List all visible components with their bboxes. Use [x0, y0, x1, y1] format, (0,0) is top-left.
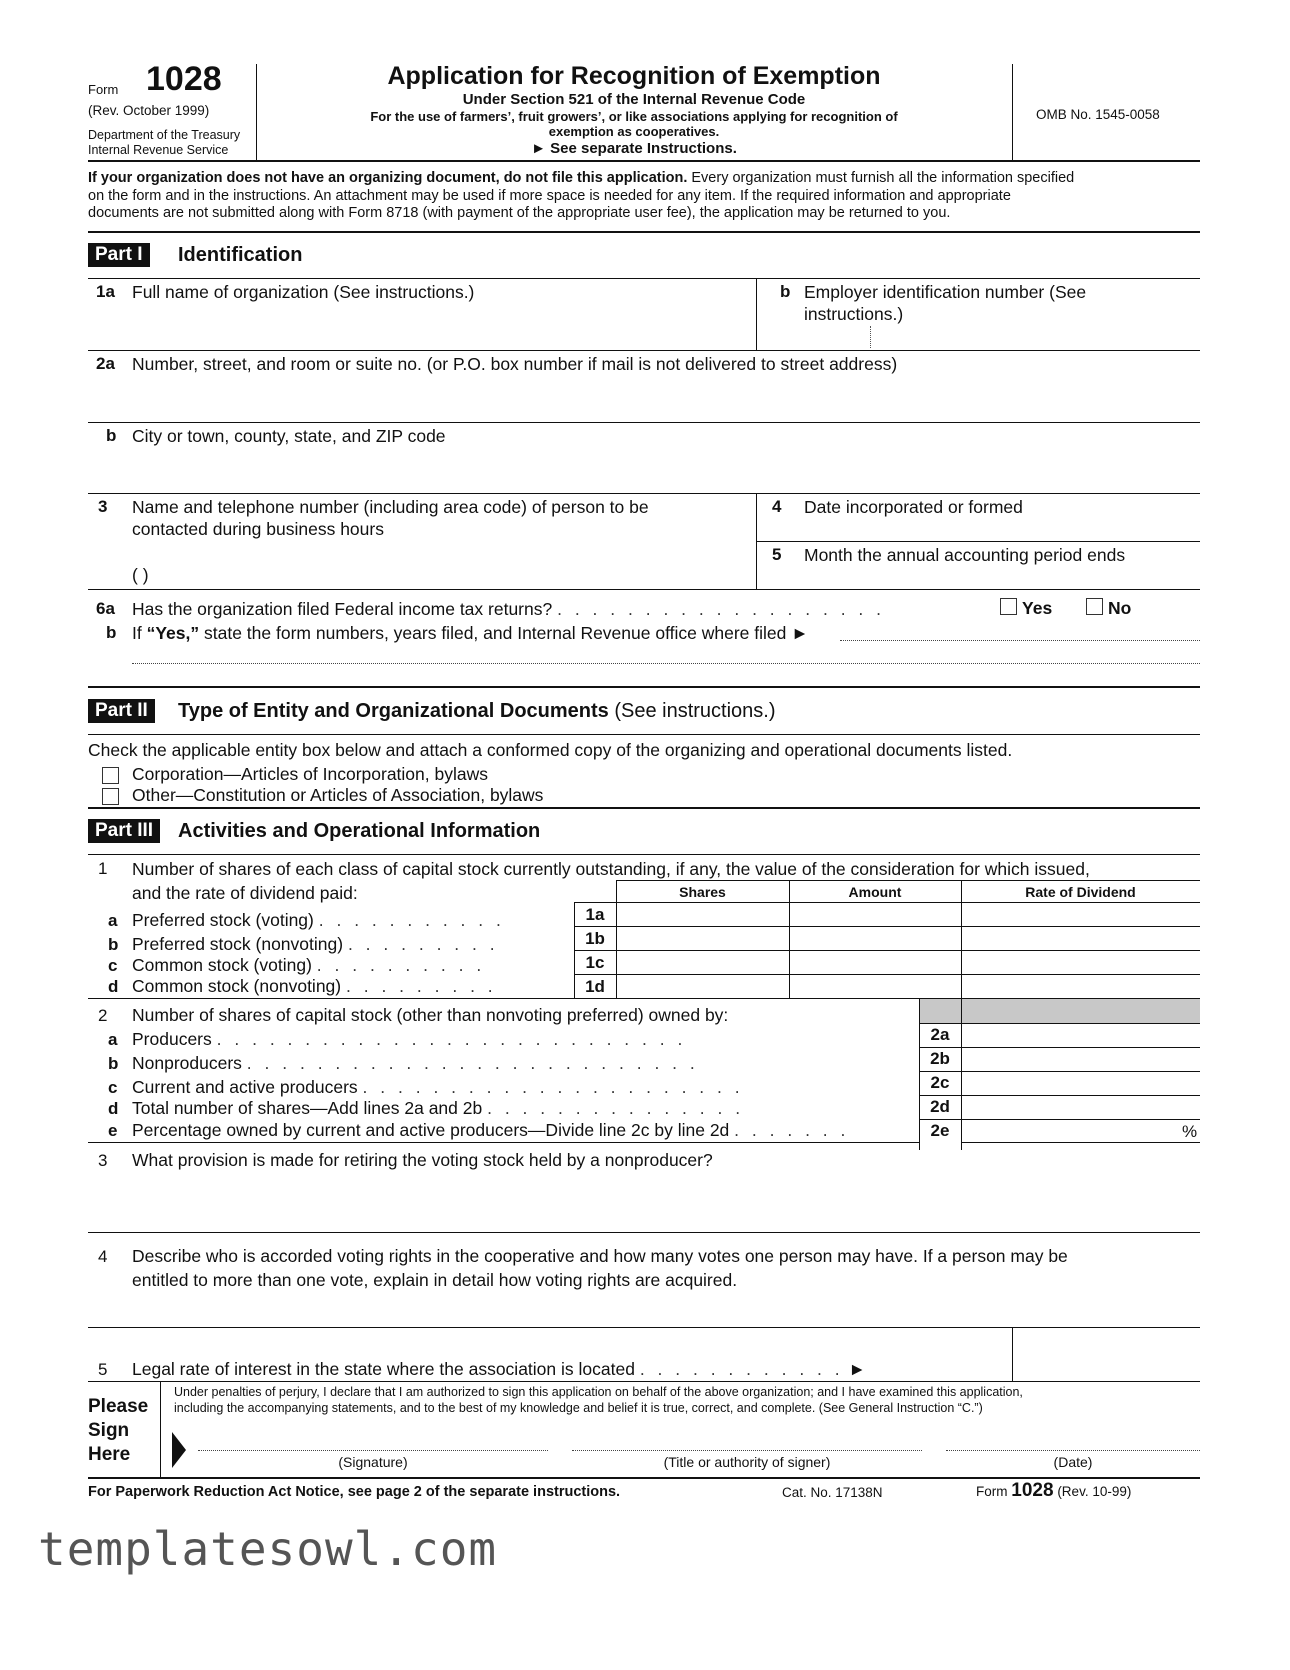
- date-formed-field[interactable]: [804, 520, 1194, 540]
- stock-1a-rate[interactable]: [963, 904, 1199, 925]
- other-entity-label: Other—Constitution or Articles of Association, bylaws: [132, 785, 544, 805]
- corporation-label: Corporation—Articles of Incorporation, bylaws: [132, 764, 488, 784]
- line-3-label: Name and telephone number (including area code) of person to be: [132, 497, 649, 517]
- line-4-question: Describe who is accorded voting rights in the cooperative and how many votes one person may have. If a person may be: [132, 1246, 1068, 1266]
- line-6b-label: If “Yes,” state the form numbers, years filed, and Internal Revenue office where filed ►: [132, 623, 809, 643]
- stock-1a-amount[interactable]: [791, 904, 960, 925]
- arrow-right-icon: ►: [531, 140, 546, 157]
- col-shares: Shares: [679, 884, 726, 900]
- part-2-title: Type of Entity and Organizational Documents (See instructions.): [178, 700, 776, 722]
- share-row-label: Producers . . . . . . . . . . . . . . . . . . . . . . . . . . .: [132, 1029, 687, 1049]
- interest-rate-field[interactable]: [1014, 1329, 1198, 1379]
- stock-1d-shares[interactable]: [618, 976, 788, 997]
- stock-row-label: Common stock (voting) . . . . . . . . . .: [132, 955, 486, 975]
- paperwork-notice: For Paperwork Reduction Act Notice, see page 2 of the separate instructions.: [88, 1484, 621, 1500]
- accounting-month-field[interactable]: [804, 567, 1194, 587]
- form-title: Application for Recognition of Exemption: [387, 62, 881, 90]
- line-5-label: Month the annual accounting period ends: [804, 545, 1126, 565]
- total-shares-field[interactable]: [963, 1097, 1199, 1118]
- part-2-instruction: Check the applicable entity box below and attach a conformed copy of the organizing and operational documents listed.: [88, 740, 1013, 760]
- see-instructions: ► See separate Instructions.: [531, 140, 737, 157]
- nonproducers-shares-field[interactable]: [963, 1049, 1199, 1070]
- producers-shares-field[interactable]: [963, 1025, 1199, 1046]
- cat-number: Cat. No. 17138N: [782, 1485, 883, 1500]
- title-field[interactable]: [572, 1450, 922, 1451]
- part-1-title: Identification: [178, 244, 303, 266]
- stock-1c-rate[interactable]: [963, 952, 1199, 973]
- stock-1b-shares[interactable]: [618, 928, 788, 949]
- filing-details-line-2[interactable]: [132, 663, 1200, 664]
- org-name-field[interactable]: [132, 306, 752, 346]
- no-checkbox[interactable]: [1086, 598, 1103, 615]
- percent-sign: %: [1182, 1122, 1198, 1141]
- col-rate: Rate of Dividend: [1025, 884, 1136, 900]
- line-6a-label: Has the organization filed Federal income tax returns? . . . . . . . . . . . . . . . . . . .: [132, 599, 886, 619]
- service: Internal Revenue Service: [88, 143, 229, 157]
- stock-1c-amount[interactable]: [791, 952, 960, 973]
- penalty-line-1: Under penalties of perjury, I declare that I am authorized to sign this application on behalf of the above organization; and I have examined this application,: [174, 1385, 1023, 1399]
- stock-1c-shares[interactable]: [618, 952, 788, 973]
- sign-arrow-icon: [172, 1432, 186, 1468]
- stock-row-label: Preferred stock (nonvoting) . . . . . . . . .: [132, 934, 499, 954]
- yes-checkbox[interactable]: [1000, 598, 1017, 615]
- part-2-badge: Part II: [88, 699, 155, 723]
- filing-details-line-1[interactable]: [840, 640, 1200, 641]
- use-line-1: For the use of farmers’, fruit growers’, or like associations applying for recognition of: [370, 109, 898, 124]
- stock-1b-rate[interactable]: [963, 928, 1199, 949]
- date-caption: (Date): [1053, 1454, 1093, 1470]
- phone-area-code: ( ): [132, 565, 149, 585]
- share-row-label: Nonproducers . . . . . . . . . . . . . . . . . . . . . . . . . .: [132, 1053, 699, 1073]
- part-3-title: Activities and Operational Information: [178, 820, 541, 842]
- other-entity-checkbox[interactable]: [102, 788, 119, 805]
- signature-field[interactable]: [198, 1450, 548, 1451]
- percentage-field[interactable]: [963, 1121, 1173, 1142]
- col-amount: Amount: [848, 884, 902, 900]
- stock-1d-rate[interactable]: [963, 976, 1199, 997]
- share-row-label: Total number of shares—Add lines 2a and 2b . . . . . . . . . . . . . . .: [132, 1098, 745, 1118]
- stock-1b-amount[interactable]: [791, 928, 960, 949]
- department: Department of the Treasury: [88, 128, 241, 142]
- line-3-question: What provision is made for retiring the voting stock held by a nonproducer?: [132, 1150, 713, 1170]
- line-1-label: Number of shares of each class of capital stock currently outstanding, if any, the value of the consideration for which issued,: [132, 859, 1090, 879]
- arrow-right-icon: ►: [791, 623, 809, 643]
- signature-caption: (Signature): [338, 1454, 408, 1470]
- form-word: Form: [88, 82, 119, 97]
- revision-date: (Rev. October 1999): [88, 103, 210, 118]
- watermark: templatesowl.com: [38, 1522, 498, 1576]
- city-state-zip-field[interactable]: [132, 450, 1192, 490]
- part-3-badge: Part III: [88, 819, 160, 843]
- penalty-line-2: including the accompanying statements, and to the best of my knowledge and belief it is true, correct, and complete. (See General Instruction “C.”): [174, 1401, 983, 1415]
- date-field[interactable]: [946, 1450, 1200, 1451]
- active-producers-shares-field[interactable]: [963, 1073, 1199, 1094]
- line-2b-label: City or town, county, state, and ZIP code: [132, 426, 446, 446]
- line-5-question: Legal rate of interest in the state where the association is located . . . . . . . . . . . . ►: [132, 1359, 866, 1379]
- stock-row-label: Common stock (nonvoting) . . . . . . . . .: [132, 976, 497, 996]
- arrow-right-icon: ►: [848, 1359, 866, 1379]
- footer-form: Form 1028 (Rev. 10-99): [976, 1480, 1132, 1501]
- title-caption: (Title or authority of signer): [663, 1454, 831, 1470]
- corporation-checkbox[interactable]: [102, 767, 119, 784]
- use-line-2: exemption as cooperatives.: [548, 124, 720, 139]
- yes-label: Yes: [1022, 598, 1053, 618]
- retirement-provision-field[interactable]: [132, 1174, 1192, 1230]
- share-row-label: Current and active producers . . . . . . . . . . . . . . . . . . . . . .: [132, 1077, 744, 1097]
- line-2a-label: Number, street, and room or suite no. (or P.O. box number if mail is not delivered to street address): [132, 354, 898, 374]
- line-1b-label: Employer identification number (See: [804, 282, 1087, 302]
- please-sign-here: Please Sign Here: [88, 1396, 149, 1465]
- form-subtitle: Under Section 521 of the Internal Revenue Code: [462, 91, 806, 108]
- line-1a-label: Full name of organization (See instructions.): [132, 282, 475, 302]
- voting-rights-field[interactable]: [132, 1294, 1192, 1324]
- part-1-badge: Part I: [88, 243, 150, 267]
- stock-row-label: Preferred stock (voting) . . . . . . . . . . .: [132, 910, 505, 930]
- contact-field[interactable]: [132, 542, 752, 586]
- ein-field[interactable]: [778, 324, 1188, 348]
- stock-1a-shares[interactable]: [618, 904, 788, 925]
- street-address-field[interactable]: [132, 378, 1192, 418]
- line-2-label: Number of shares of capital stock (other than nonvoting preferred) owned by:: [132, 1005, 729, 1025]
- intro-text: If your organization does not have an organizing document, do not file this application. Every organization must furnish all the information specified on the form and in the instructions. An attachment may be used if more space is needed for any item. If the required information and appropriate documents are not submitted along with Form 8718 (with payment of the appropriate user fee), the application may be returned to you.: [88, 170, 1075, 221]
- stock-1d-amount[interactable]: [791, 976, 960, 997]
- share-row-label: Percentage owned by current and active producers—Divide line 2c by line 2d . . . . . . .: [132, 1120, 850, 1140]
- line-4-label: Date incorporated or formed: [804, 497, 1023, 517]
- form-number: 1028: [146, 60, 222, 98]
- omb-number: OMB No. 1545-0058: [1036, 107, 1160, 122]
- no-label: No: [1108, 598, 1132, 618]
